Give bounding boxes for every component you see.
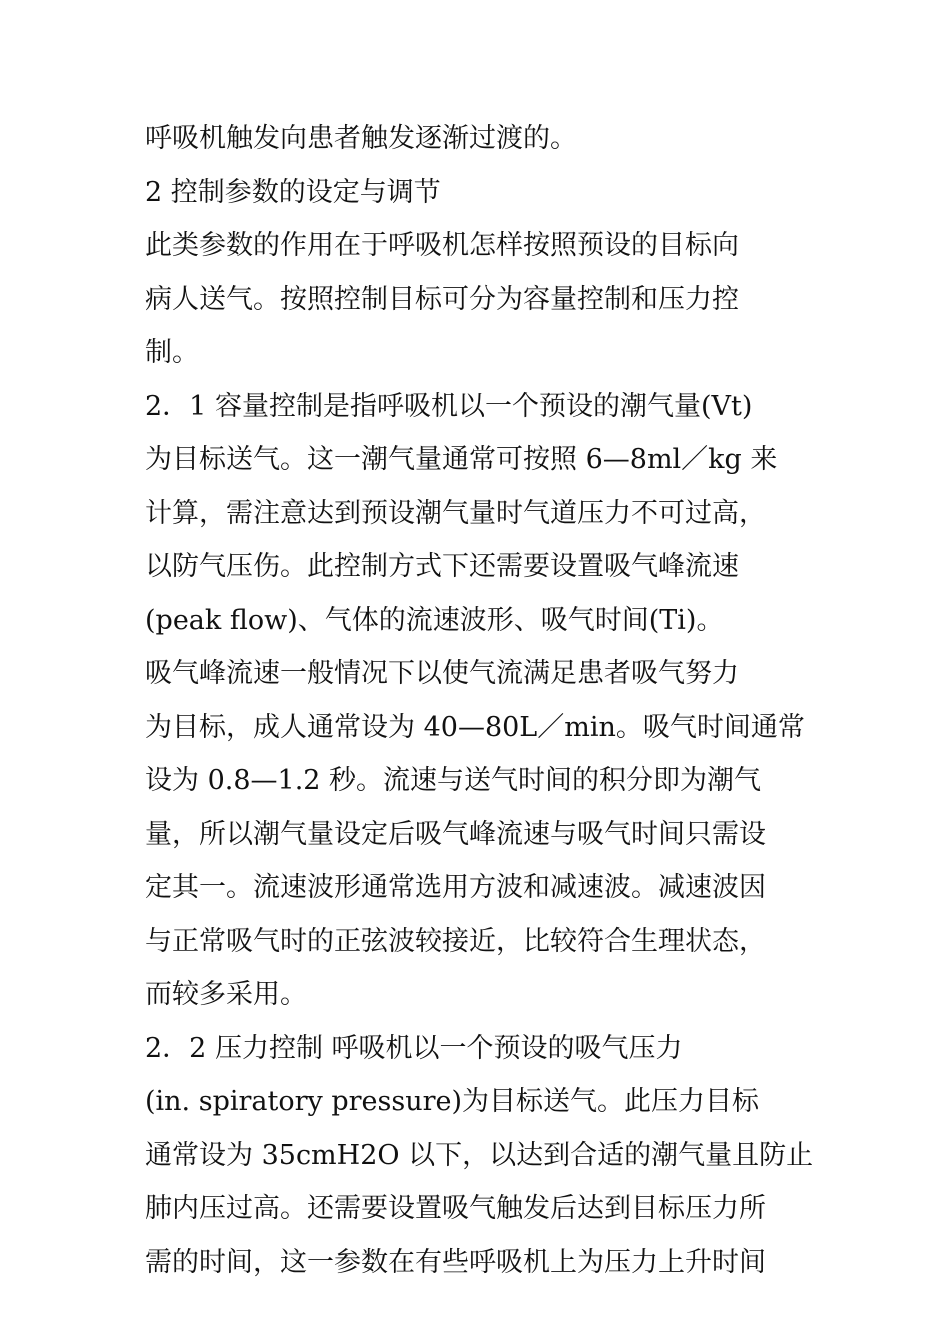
text-line-5: 制。 — [145, 337, 199, 368]
section-2-2-line-3: 通常设为 35cmH2O 以下，以达到合适的潮气量且防止 — [145, 1139, 814, 1171]
document-page — [145, 112, 814, 1289]
section-2-1-line-9: 量，所以潮气量设定后吸气峰流速与吸气时间只需设 — [145, 818, 766, 850]
section-2-1-line-7: 为目标，成人通常设为 40—80L／min。吸气时间通常 — [145, 711, 805, 743]
section-2-1-line-3: 计算，需注意达到预设潮气量时气道压力不可过高， — [145, 497, 766, 529]
section-2-1-line-5: (peak flow)、气体的流速波形、吸气时间(Ti)。 — [145, 604, 724, 636]
section-2-1-line-8: 设为 0.8—1.2 秒。流速与送气时间的积分即为潮气 — [145, 765, 762, 796]
section-2-2-line-5: 需的时间，这一参数在有些呼吸机上为压力上升时间 — [145, 1246, 766, 1278]
section-2-1-line-1: 2．1 容量控制是指呼吸机以一个预设的潮气量(Vt) — [145, 390, 753, 422]
text-line-3: 此类参数的作用在于呼吸机怎样按照预设的目标向 — [145, 230, 739, 261]
section-heading-2: 2 控制参数的设定与调节 — [145, 176, 441, 208]
section-2-1-line-2: 为目标送气。这一潮气量通常可按照 6—8ml／kg 来 — [145, 444, 778, 475]
text-line-1: 呼吸机触发向患者触发逐渐过渡的。 — [145, 123, 577, 154]
section-2-1-line-4: 以防气压伤。此控制方式下还需要设置吸气峰流速 — [145, 551, 739, 582]
section-2-2-line-2: (in. spiratory pressure)为目标送气。此压力目标 — [145, 1086, 760, 1117]
section-2-2-line-4: 肺内压过高。还需要设置吸气触发后达到目标压力所 — [145, 1193, 766, 1224]
section-2-1-line-6: 吸气峰流速一般情况下以使气流满足患者吸气努力 — [145, 658, 739, 689]
section-2-1-line-11: 与正常吸气时的正弦波较接近，比较符合生理状态， — [145, 925, 766, 957]
text-line-4: 病人送气。按照控制目标可分为容量控制和压力控 — [145, 283, 739, 315]
section-2-1-line-12: 而较多采用。 — [145, 979, 307, 1010]
section-2-1-line-10: 定其一。流速波形通常选用方波和减速波。减速波因 — [145, 872, 766, 903]
section-2-2-line-1: 2．2 压力控制 呼吸机以一个预设的吸气压力 — [145, 1032, 683, 1064]
